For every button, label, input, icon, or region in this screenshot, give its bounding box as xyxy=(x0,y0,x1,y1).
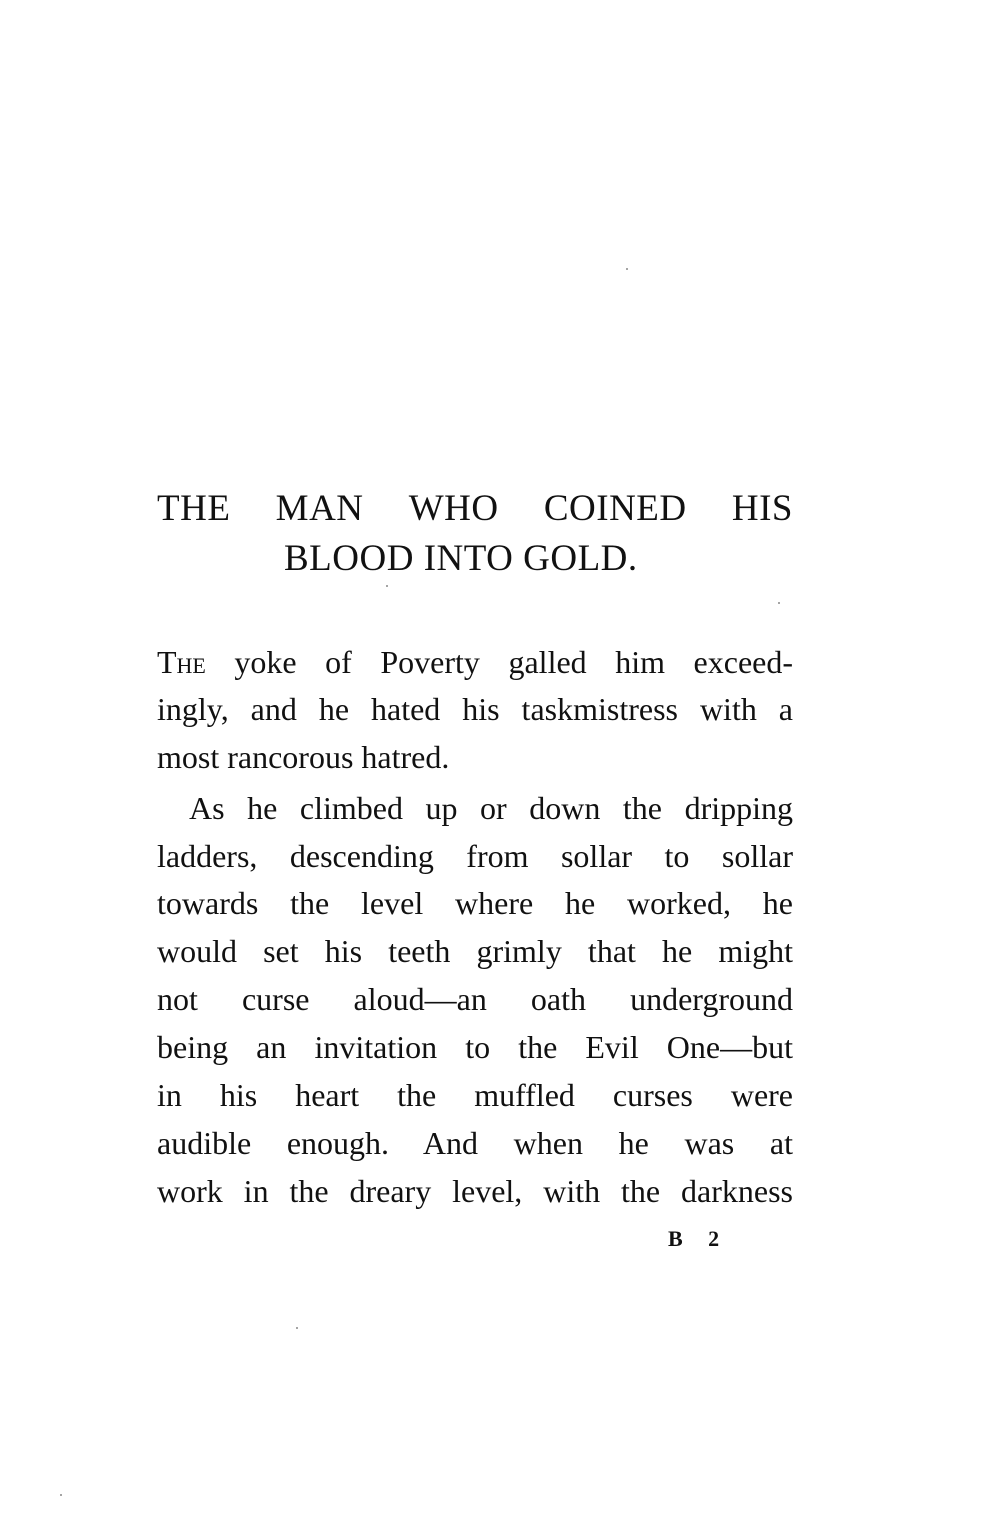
body-line-4: As he climbed up or down the dripping xyxy=(189,790,793,826)
body-line-7: would set his teeth grimly that he might xyxy=(157,933,793,969)
title-word: HIS xyxy=(731,488,793,529)
body-line-1 xyxy=(157,646,793,678)
body-line-6: towards the level where he worked, he xyxy=(157,885,793,921)
lead-word: The xyxy=(157,644,206,680)
paper-speck xyxy=(296,1327,298,1329)
title-word: MAN xyxy=(275,488,364,529)
paper-speck xyxy=(626,268,628,270)
title-word: WHO xyxy=(408,488,499,529)
paper-speck xyxy=(60,1494,62,1496)
body-line-11: audible enough. And when he was at xyxy=(157,1125,793,1161)
paper-speck xyxy=(386,585,388,587)
body-line-12: work in the dreary level, with the darkness xyxy=(157,1173,793,1209)
body-line-9: being an invitation to the Evil One—but xyxy=(157,1029,793,1065)
body-line-10: in his heart the muffled curses were xyxy=(157,1077,793,1113)
body-line-3: most rancorous hatred. xyxy=(157,739,450,775)
chapter-title-line-1 xyxy=(157,490,793,527)
title-word: THE xyxy=(157,488,231,529)
paper-speck xyxy=(778,602,780,604)
body-line-5: ladders, descending from sollar to sollar xyxy=(157,838,793,874)
signature-mark: B 2 xyxy=(668,1226,730,1251)
body-line-1-rest: yoke of Poverty galled him exceed- xyxy=(234,644,793,680)
body-line-8: not curse aloud—an oath underground xyxy=(157,981,793,1017)
chapter-title-line-2: BLOOD INTO GOLD. xyxy=(284,538,638,579)
body-line-2: ingly, and he hated his taskmistress with a xyxy=(157,691,793,727)
title-word: COINED xyxy=(543,488,687,529)
